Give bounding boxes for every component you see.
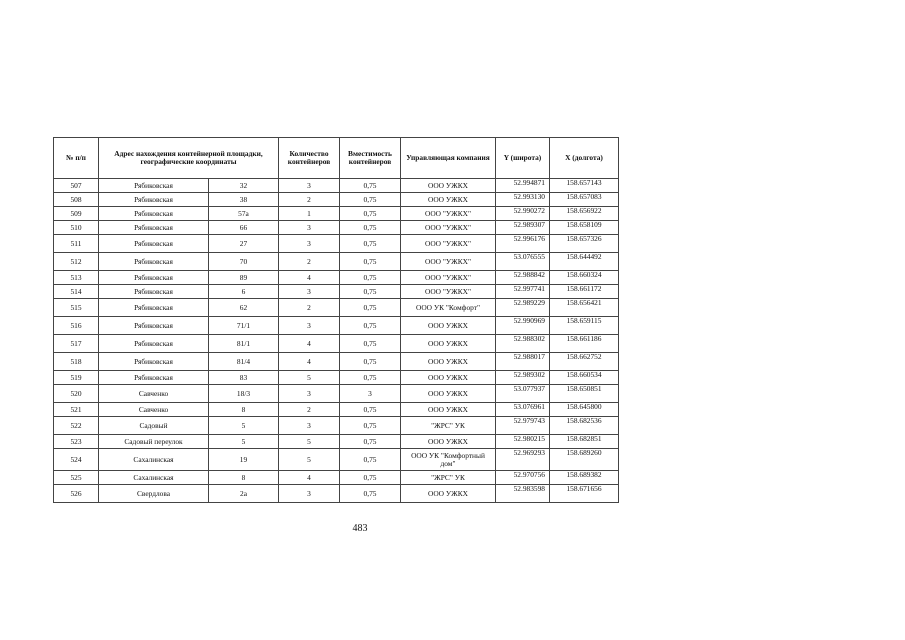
cell-capacity: 0,75 <box>340 435 401 449</box>
cell-street: Рябиковская <box>99 335 209 353</box>
cell-num: 509 <box>54 207 99 221</box>
cell-house: 8 <box>209 403 279 417</box>
cell-num: 507 <box>54 179 99 193</box>
cell-street: Рябиковская <box>99 317 209 335</box>
table-row <box>54 207 619 221</box>
cell-company: ООО "УЖКХ" <box>401 271 496 285</box>
cell-street: Рябиковская <box>99 207 209 221</box>
cell-street: Рябиковская <box>99 371 209 385</box>
cell-latitude: 52.997741 <box>496 285 550 299</box>
cell-street: Рябиковская <box>99 193 209 207</box>
cell-longitude: 158.689260 <box>550 449 619 471</box>
cell-latitude: 53.076961 <box>496 403 550 417</box>
cell-num: 521 <box>54 403 99 417</box>
header-company: Управляющая компания <box>401 138 496 179</box>
cell-street: Рябиковская <box>99 235 209 253</box>
cell-house: 6 <box>209 285 279 299</box>
cell-count: 5 <box>279 435 340 449</box>
cell-num: 520 <box>54 385 99 403</box>
cell-latitude: 53.076555 <box>496 253 550 271</box>
table-row <box>54 271 619 285</box>
table-body <box>54 179 619 503</box>
cell-count: 5 <box>279 371 340 385</box>
cell-house: 71/1 <box>209 317 279 335</box>
cell-latitude: 52.983598 <box>496 485 550 503</box>
cell-house: 83 <box>209 371 279 385</box>
cell-longitude: 158.656421 <box>550 299 619 317</box>
cell-longitude: 158.661172 <box>550 285 619 299</box>
cell-num: 519 <box>54 371 99 385</box>
cell-capacity: 0,75 <box>340 335 401 353</box>
cell-num: 508 <box>54 193 99 207</box>
cell-street: Савченко <box>99 403 209 417</box>
cell-longitude: 158.659115 <box>550 317 619 335</box>
cell-capacity: 0,75 <box>340 299 401 317</box>
cell-company: "ЖРС" УК <box>401 417 496 435</box>
cell-street: Сахалинская <box>99 449 209 471</box>
table-row <box>54 417 619 435</box>
cell-street: Садовый <box>99 417 209 435</box>
cell-longitude: 158.656922 <box>550 207 619 221</box>
cell-num: 515 <box>54 299 99 317</box>
table-row <box>54 179 619 193</box>
cell-count: 3 <box>279 385 340 403</box>
cell-count: 1 <box>279 207 340 221</box>
cell-house: 18/3 <box>209 385 279 403</box>
cell-house: 57а <box>209 207 279 221</box>
cell-longitude: 158.689382 <box>550 471 619 485</box>
cell-longitude: 158.645800 <box>550 403 619 417</box>
cell-house: 5 <box>209 417 279 435</box>
table-row <box>54 253 619 271</box>
cell-street: Свердлова <box>99 485 209 503</box>
cell-street: Савченко <box>99 385 209 403</box>
cell-num: 523 <box>54 435 99 449</box>
cell-company: ООО УЖКХ <box>401 317 496 335</box>
cell-company: ООО УК "Комфортный дом" <box>401 449 496 471</box>
cell-company: ООО УЖКХ <box>401 335 496 353</box>
table-row <box>54 235 619 253</box>
cell-num: 524 <box>54 449 99 471</box>
cell-num: 517 <box>54 335 99 353</box>
cell-capacity: 0,75 <box>340 403 401 417</box>
cell-latitude: 52.989302 <box>496 371 550 385</box>
table-row <box>54 403 619 417</box>
cell-count: 3 <box>279 417 340 435</box>
cell-longitude: 158.657326 <box>550 235 619 253</box>
cell-company: ООО УЖКХ <box>401 403 496 417</box>
cell-count: 3 <box>279 285 340 299</box>
cell-count: 3 <box>279 235 340 253</box>
cell-num: 513 <box>54 271 99 285</box>
cell-company: ООО "УЖКХ" <box>401 235 496 253</box>
cell-latitude: 52.989307 <box>496 221 550 235</box>
cell-company: ООО УЖКХ <box>401 179 496 193</box>
cell-num: 516 <box>54 317 99 335</box>
cell-house: 32 <box>209 179 279 193</box>
cell-count: 2 <box>279 403 340 417</box>
cell-count: 3 <box>279 179 340 193</box>
cell-num: 522 <box>54 417 99 435</box>
cell-company: ООО УЖКХ <box>401 435 496 449</box>
cell-count: 2 <box>279 253 340 271</box>
cell-latitude: 52.980215 <box>496 435 550 449</box>
table-row <box>54 285 619 299</box>
cell-longitude: 158.671656 <box>550 485 619 503</box>
cell-longitude: 158.660534 <box>550 371 619 385</box>
cell-count: 4 <box>279 271 340 285</box>
cell-num: 514 <box>54 285 99 299</box>
cell-latitude: 52.988842 <box>496 271 550 285</box>
cell-house: 81/4 <box>209 353 279 371</box>
cell-capacity: 0,75 <box>340 207 401 221</box>
cell-street: Рябиковская <box>99 299 209 317</box>
cell-company: "ЖРС" УК <box>401 471 496 485</box>
cell-longitude: 158.644492 <box>550 253 619 271</box>
cell-longitude: 158.662752 <box>550 353 619 371</box>
cell-street: Рябиковская <box>99 285 209 299</box>
cell-longitude: 158.682536 <box>550 417 619 435</box>
cell-capacity: 0,75 <box>340 471 401 485</box>
table-row <box>54 353 619 371</box>
cell-house: 89 <box>209 271 279 285</box>
header-count: Количество контейнеров <box>279 138 340 179</box>
cell-count: 4 <box>279 471 340 485</box>
cell-latitude: 52.990969 <box>496 317 550 335</box>
cell-longitude: 158.657083 <box>550 193 619 207</box>
cell-company: ООО "УЖКХ" <box>401 285 496 299</box>
cell-company: ООО "УЖКХ" <box>401 207 496 221</box>
cell-latitude: 52.990272 <box>496 207 550 221</box>
cell-company: ООО УЖКХ <box>401 371 496 385</box>
cell-street: Рябиковская <box>99 253 209 271</box>
cell-house: 70 <box>209 253 279 271</box>
cell-street: Рябиковская <box>99 179 209 193</box>
cell-longitude: 158.658109 <box>550 221 619 235</box>
cell-house: 66 <box>209 221 279 235</box>
cell-latitude: 52.979743 <box>496 417 550 435</box>
cell-house: 27 <box>209 235 279 253</box>
table-row <box>54 449 619 471</box>
cell-house: 2а <box>209 485 279 503</box>
cell-house: 38 <box>209 193 279 207</box>
cell-count: 3 <box>279 317 340 335</box>
cell-company: ООО УК "Комфорт" <box>401 299 496 317</box>
cell-house: 19 <box>209 449 279 471</box>
cell-house: 81/1 <box>209 335 279 353</box>
header-x: X (долгота) <box>550 138 619 179</box>
cell-num: 526 <box>54 485 99 503</box>
table-row <box>54 435 619 449</box>
cell-capacity: 0,75 <box>340 285 401 299</box>
cell-capacity: 0,75 <box>340 317 401 335</box>
cell-count: 3 <box>279 221 340 235</box>
table-row <box>54 317 619 335</box>
cell-company: ООО "УЖКХ" <box>401 253 496 271</box>
cell-count: 2 <box>279 299 340 317</box>
cell-company: ООО "УЖКХ" <box>401 221 496 235</box>
cell-company: ООО УЖКХ <box>401 353 496 371</box>
cell-longitude: 158.660324 <box>550 271 619 285</box>
cell-capacity: 0,75 <box>340 221 401 235</box>
cell-latitude: 52.994871 <box>496 179 550 193</box>
cell-company: ООО УЖКХ <box>401 385 496 403</box>
cell-street: Рябиковская <box>99 271 209 285</box>
cell-latitude: 52.970756 <box>496 471 550 485</box>
cell-house: 8 <box>209 471 279 485</box>
cell-capacity: 0,75 <box>340 371 401 385</box>
cell-count: 4 <box>279 335 340 353</box>
cell-num: 510 <box>54 221 99 235</box>
cell-capacity: 0,75 <box>340 449 401 471</box>
cell-capacity: 0,75 <box>340 179 401 193</box>
page-number: 483 <box>352 523 368 534</box>
cell-latitude: 52.988017 <box>496 353 550 371</box>
cell-latitude: 52.989229 <box>496 299 550 317</box>
cell-latitude: 53.077937 <box>496 385 550 403</box>
cell-capacity: 0,75 <box>340 353 401 371</box>
cell-street: Сахалинская <box>99 471 209 485</box>
cell-count: 2 <box>279 193 340 207</box>
table-row <box>54 385 619 403</box>
table-row <box>54 335 619 353</box>
table-row <box>54 299 619 317</box>
table-row <box>54 485 619 503</box>
table-row <box>54 471 619 485</box>
cell-house: 5 <box>209 435 279 449</box>
cell-street: Садовый переулок <box>99 435 209 449</box>
cell-count: 5 <box>279 449 340 471</box>
cell-company: ООО УЖКХ <box>401 485 496 503</box>
cell-num: 525 <box>54 471 99 485</box>
cell-capacity: 3 <box>340 385 401 403</box>
container-sites-table <box>53 137 619 503</box>
cell-latitude: 52.993130 <box>496 193 550 207</box>
header-num: № п/п <box>54 138 99 179</box>
cell-capacity: 0,75 <box>340 235 401 253</box>
header-y: Y (широта) <box>496 138 550 179</box>
table-row <box>54 221 619 235</box>
cell-longitude: 158.661186 <box>550 335 619 353</box>
table-row <box>54 371 619 385</box>
cell-capacity: 0,75 <box>340 193 401 207</box>
cell-latitude: 52.988302 <box>496 335 550 353</box>
cell-street: Рябиковская <box>99 221 209 235</box>
cell-num: 511 <box>54 235 99 253</box>
cell-latitude: 52.996176 <box>496 235 550 253</box>
cell-capacity: 0,75 <box>340 253 401 271</box>
header-address: Адрес нахождения контейнерной площадки, географические координаты <box>99 138 279 179</box>
cell-count: 4 <box>279 353 340 371</box>
cell-capacity: 0,75 <box>340 485 401 503</box>
table-header-row <box>54 138 619 179</box>
cell-company: ООО УЖКХ <box>401 193 496 207</box>
cell-street: Рябиковская <box>99 353 209 371</box>
cell-capacity: 0,75 <box>340 417 401 435</box>
cell-capacity: 0,75 <box>340 271 401 285</box>
cell-house: 62 <box>209 299 279 317</box>
cell-longitude: 158.657143 <box>550 179 619 193</box>
cell-num: 512 <box>54 253 99 271</box>
cell-count: 3 <box>279 485 340 503</box>
cell-latitude: 52.969293 <box>496 449 550 471</box>
cell-longitude: 158.682851 <box>550 435 619 449</box>
cell-num: 518 <box>54 353 99 371</box>
cell-longitude: 158.650851 <box>550 385 619 403</box>
header-capacity: Вместимость контейнеров <box>340 138 401 179</box>
table-row <box>54 193 619 207</box>
